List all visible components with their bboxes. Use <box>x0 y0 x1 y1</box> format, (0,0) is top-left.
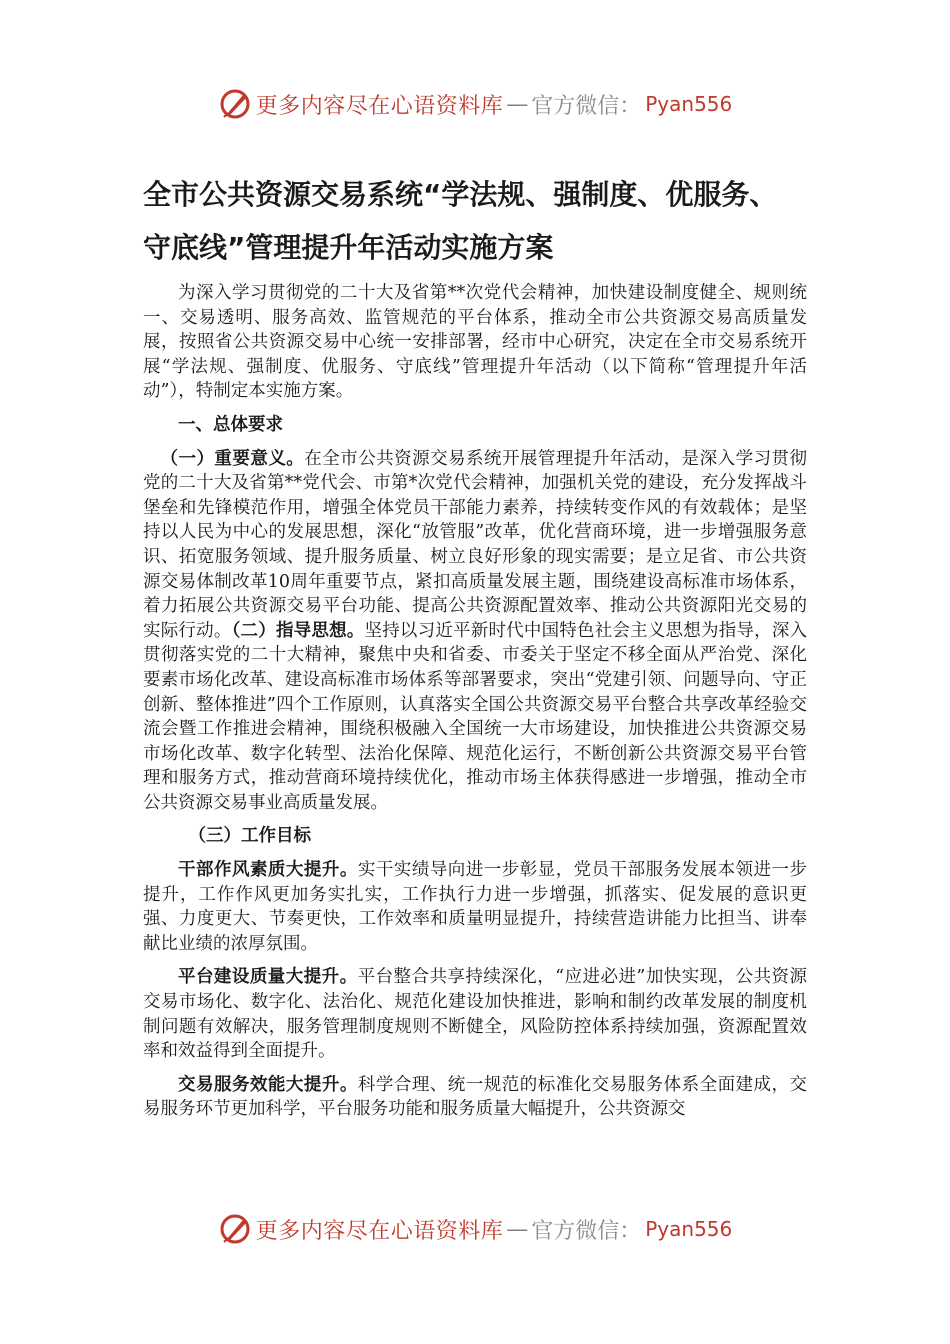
quill-logo-icon <box>218 1212 252 1246</box>
body-service-efficiency: 科学合理、统一规范的标准化交易服务体系全面建成，交易服务环节更加科学，平台服务功能和服务质量大幅提升，公共资源交 <box>143 1074 808 1120</box>
lead-platform-quality: 平台建设质量大提升。 <box>178 967 358 988</box>
paragraph-cadre-style <box>143 858 807 956</box>
title-line-2: 守底线”管理提升年活动实施方案 <box>143 231 554 264</box>
watermark-wechat-label: 官方微信： <box>531 93 642 119</box>
watermark-wechat-id: Pyan556 <box>645 1217 733 1241</box>
quill-logo-icon <box>218 87 252 121</box>
document-body <box>143 281 807 1122</box>
watermark-wechat-id: Pyan556 <box>645 92 733 116</box>
title-line-1: 全市公共资源交易系统“学法规、强制度、优服务、 <box>143 178 778 211</box>
intro-paragraph: 为深入学习贯彻党的二十大及省第**次党代会精神，加快建设制度健全、规则统一、交易透明、服务高效、监管规范的平台体系，推动全市公共资源交易高质量发展，按照省公共资源交易中心统一安排部署，经市中心研究，决定在全市交易系统开展“学法规、强制度、优服务、守底线”管理提升年活动（以下简称“管理提升年活动”），特制定本实施方案。 <box>143 283 807 402</box>
body-guiding-thought: 坚持以习近平新时代中国特色社会主义思想为指导，深入贯彻落实党的二十大精神，聚焦中央和省委、市委关于坚定不移全面从严治党、深化要素市场化改革、建设高标准市场体系等部署要求，突出“党建引领、问题导向、守正创新、整体推进”四个工作原则，认真落实全国公共资源交易平台整合共享改革经验交流会暨工作推进会精神，围绕积极融入全国统一大市场建设，加快推进公共资源交易市场化改革、数字化转型、法治化保障、规范化运行，不断创新公共资源交易平台管理和服务方式，推动营商环境持续优化，推动市场主体获得感进一步增强，推动全市公共资源交易事业高质量发展。 <box>143 620 808 813</box>
watermark-brand: 更多内容尽在心语资料库 <box>255 93 504 119</box>
lead-cadre-style: 干部作风素质大提升。 <box>178 860 358 881</box>
body-cadre-style: 实干实绩导向进一步彰显，党员干部服务发展本领进一步提升，工作作风更加务实扎实，工作执行力进一步增强，抓落实、促发展的意识更强、力度更大、节奏更快，工作效率和质量明显提升，持续营造讲能力比担当、讲奉献比业绩的浓厚氛围。 <box>143 860 808 954</box>
watermark-wechat-label: 官方微信： <box>531 1218 642 1244</box>
paragraph-platform-quality <box>143 965 807 1063</box>
lead-service-efficiency: 交易服务效能大提升。 <box>178 1074 358 1095</box>
document-title <box>143 168 823 274</box>
lead-significance: （一）重要意义。 <box>160 448 305 469</box>
paragraph-service-efficiency <box>143 1073 807 1122</box>
watermark-banner-top <box>0 84 950 124</box>
body-platform-quality: 平台整合共享持续深化，“应进必进”加快实现，公共资源交易市场化、数字化、法治化、规范化建设加快推进，影响和制约改革发展的制度机制问题有效解决，服务管理制度规则不断健全，风险防控体系持续加强，资源配置效率和效益得到全面提升。 <box>143 967 807 1062</box>
watermark-banner-bottom <box>0 1209 950 1249</box>
watermark-separator: — <box>506 91 529 117</box>
body-significance: 在全市公共资源交易系统开展管理提升年活动，是深入学习贯彻党的二十大及省第**党代会、市第*次党代会精神，加强机关党的建设，充分发挥战斗堡垒和先锋模范作用，增强全体党员干部能力素养，持续转变作风的有效载体；是坚持以人民为中心的发展思想，深化“放管服”改革，优化营商环境，进一步增强服务意识、拓宽服务领域、提升服务质量、树立良好形象的现实需要；是立足省、市公共资源交易体制改革10周年重要节点，紧扣高质量发展主题，围绕建设高标准市场体系，着力拓展公共资源交易平台功能、提高公共资源配置效率、推动公共资源阳光交易的实际行动。 <box>143 448 808 641</box>
paragraph-significance-and-guidance <box>143 447 807 816</box>
lead-guiding-thought: （二）指导思想。 <box>231 620 365 641</box>
watermark-separator: — <box>506 1216 529 1242</box>
section-heading-work-goals: （三）工作目标 <box>188 826 311 847</box>
section-heading-general-requirements: 一、总体要求 <box>178 414 283 435</box>
watermark-brand: 更多内容尽在心语资料库 <box>255 1218 504 1244</box>
